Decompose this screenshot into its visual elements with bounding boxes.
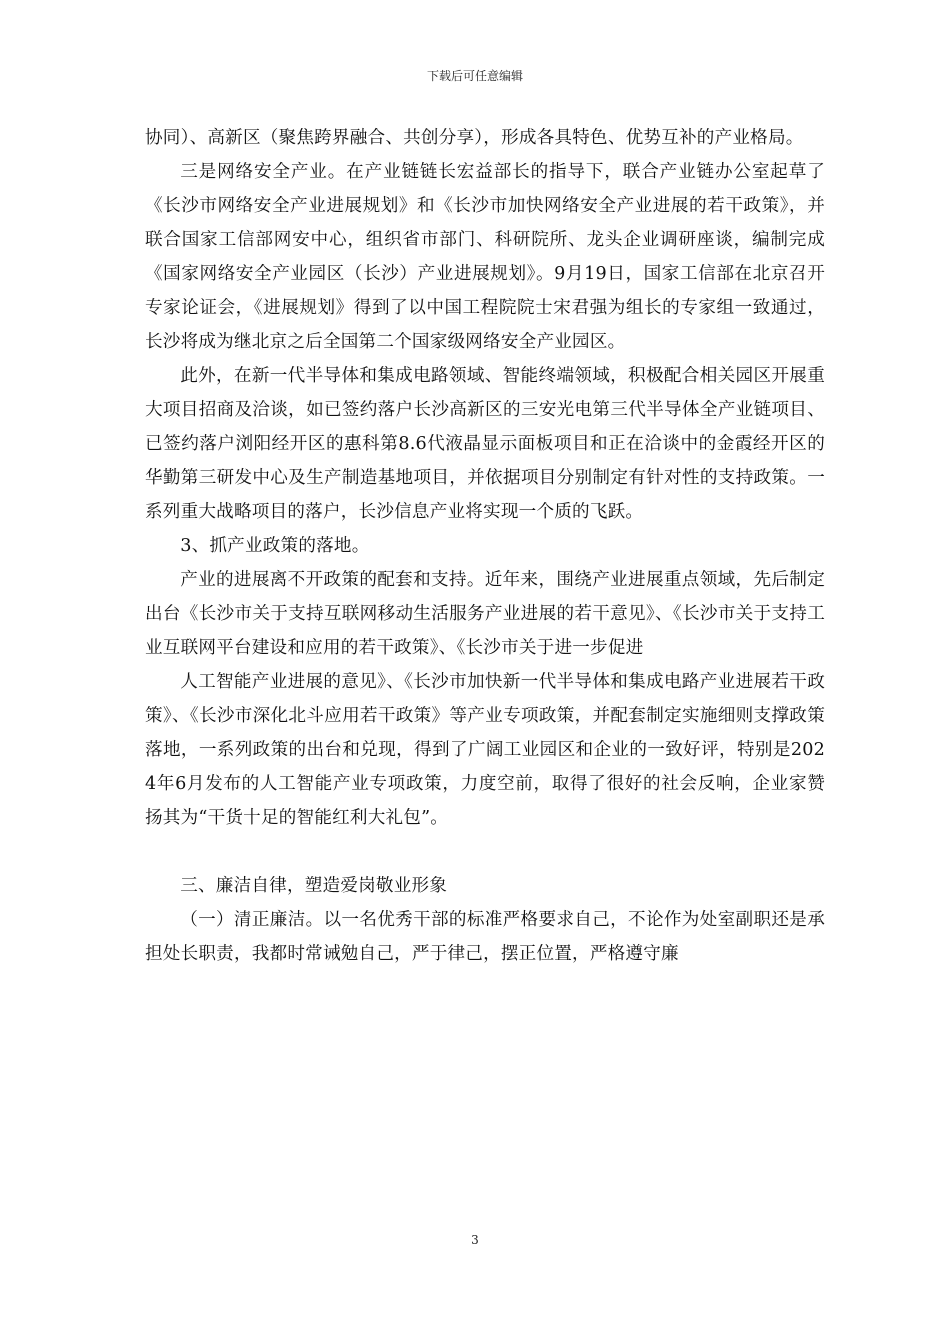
paragraph-policy-support: 产业的进展离不开政策的配套和支持。近年来，围绕产业进展重点领域，先后制定出台《长沙市关于支持互联网移动生活服务产业进展的若干意见》、《长沙市关于支持工业互联网平台建设和应用的若干政策》、《长沙市关于进一步促进	[145, 570, 825, 658]
paragraph-continuation: 协同）、高新区（聚焦跨界融合、共创分享），形成各具特色、优势互补的产业格局。	[145, 128, 804, 148]
paragraph-ai-policy: 人工智能产业进展的意见》、《长沙市加快新一代半导体和集成电路产业进展若干政策》、《长沙市深化北斗应用若干政策》等产业专项政策，并配套制定实施细则支撑政策落地，一系列政策的出台和兑现，得到了广阔工业园区和企业的一致好评，特别是2024年6月发布的人工智能产业专项政策，力度空前，取得了很好的社会反响，企业家赞扬其为“干货十足的智能红利大礼包”。	[145, 672, 825, 828]
section-heading-integrity: 三、廉洁自律，塑造爱岗敬业形象	[180, 876, 448, 896]
paragraph-semiconductor: 此外，在新一代半导体和集成电路领域、智能终端领域，积极配合相关园区开展重大项目招商及洽谈，如已签约落户长沙高新区的三安光电第三代半导体全产业链项目、已签约落户浏阳经开区的惠科第8.6代液晶显示面板项目和正在洽谈中的金霞经开区的华勤第三研发中心及生产制造基地项目，并依据项目分别制定有针对性的支持政策。一系列重大战略项目的落户，长沙信息产业将实现一个质的飞跃。	[145, 366, 825, 522]
section-heading-policy: 3、抓产业政策的落地。	[180, 536, 370, 556]
paragraph-network-security: 三是网络安全产业。在产业链链长宏益部长的指导下，联合产业链办公室起草了《长沙市网络安全产业进展规划》和《长沙市加快网络安全产业进展的若干政策》，并联合国家工信部网安中心，组织省市部门、科研院所、龙头企业调研座谈，编制完成《国家网络安全产业园区（长沙）产业进展规划》。9月19日，国家工信部在北京召开专家论证会，《进展规划》得到了以中国工程院院士宋君强为组长的专家组一致通过，长沙将成为继北京之后全国第二个国家级网络安全产业园区。	[145, 162, 825, 352]
page-header-note: 下载后可任意编辑	[426, 69, 523, 83]
document-body	[145, 121, 825, 971]
paragraph-integrity: （一）清正廉洁。以一名优秀干部的标准严格要求自己，不论作为处室副职还是承担处长职责，我都时常诫勉自己，严于律己，摆正位置，严格遵守廉	[145, 910, 825, 964]
page-number: 3	[471, 1233, 479, 1247]
